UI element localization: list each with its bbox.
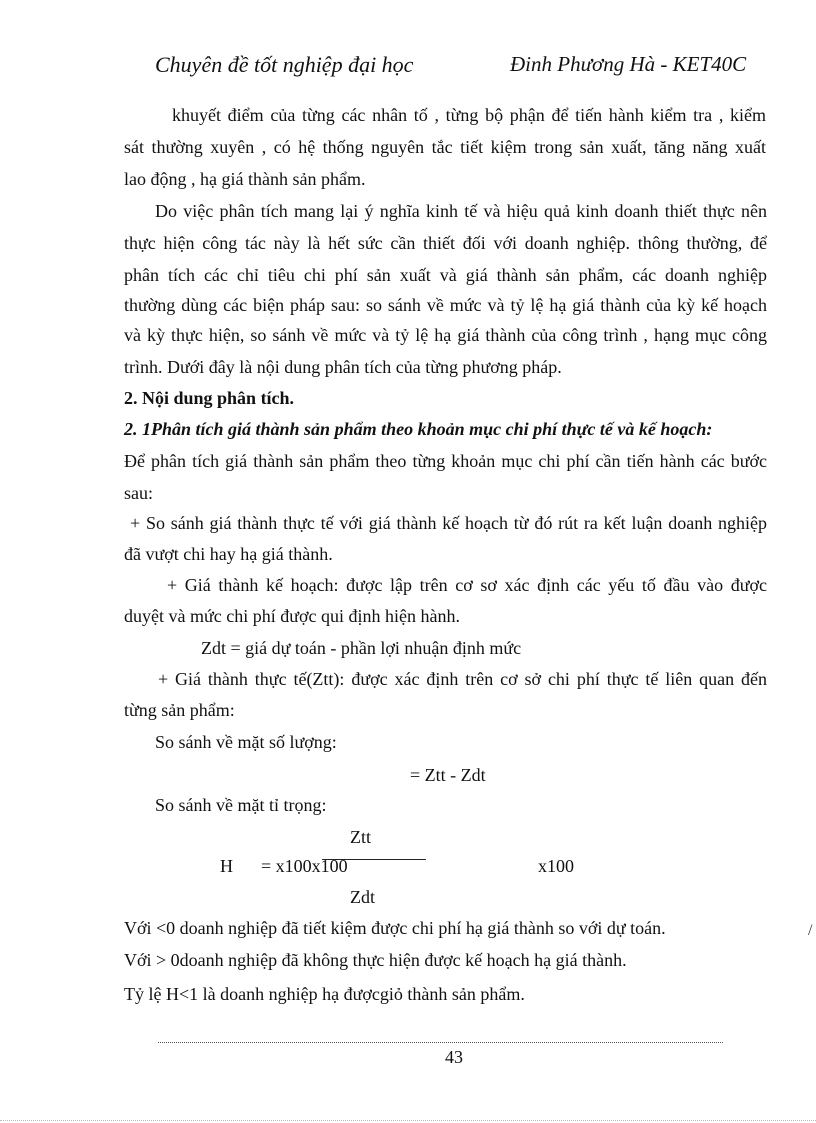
result-line: Tỷ lệ H<1 là doanh nghiệp hạ đượcgiỏ thành sản phẩm. [124,984,525,1004]
margin-mark: / [808,922,813,939]
paragraph-line: phân tích các chỉ tiêu chi phí sản xuất và giá thành sản phẩm, các doanh nghiệp [124,265,767,285]
formula-zdt: Zdt = giá dự toán - phần lợi nhuận định mức [201,638,522,658]
fraction-denominator: Zdt [350,887,375,907]
paragraph-line: sau: [124,483,153,503]
paragraph-line: thường dùng các biện pháp sau: so sánh về mức và tỷ lệ hạ giá thành của kỳ kế hoạch [124,295,767,315]
difference-equation: = Ztt - Zdt [410,765,486,785]
paragraph-line: trình. Dưới đây là nội dung phân tích của từng phương pháp. [124,357,562,377]
comparison-ratio-label: So sánh về mặt tỉ trọng: [155,795,327,815]
page-header-left: Chuyên đề tốt nghiệp đại học [155,52,414,77]
page-number: 43 [445,1047,463,1067]
paragraph-line: Do việc phân tích mang lại ý nghĩa kinh tế và hiệu quả kinh doanh thiết thực nên [155,201,767,221]
paragraph-line: lao động , hạ giá thành sản phẩm. [124,169,366,189]
fraction-multiplier: x100 [538,856,574,876]
comparison-quantity-label: So sánh về mặt số lượng: [155,732,337,752]
paragraph-line: + Giá thành thực tế(Ztt): được xác định trên cơ sở chi phí thực tế liên quan đến [158,669,767,689]
fraction-h-label: H [220,856,233,876]
result-line: Với <0 doanh nghiệp đã tiết kiệm được chi phí hạ giá thành so với dự toán. [124,918,666,938]
bottom-rule [0,1120,816,1121]
fraction-bar [322,859,426,860]
paragraph-line: đã vượt chi hay hạ giá thành. [124,544,333,564]
paragraph-line: khuyết điểm của từng các nhân tố , từng bộ phận để tiến hành kiểm tra , kiểm [172,105,766,125]
section-heading: 2. Nội dung phân tích. [124,388,295,408]
paragraph-line: Để phân tích giá thành sản phẩm theo từng khoản mục chi phí cần tiến hành các bước [124,451,767,471]
paragraph-line: thực hiện công tác này là hết sức cần thiết đối với doanh nghiệp. thông thường, để [124,233,767,253]
paragraph-line: từng sản phẩm: [124,700,235,720]
paragraph-line: sát thường xuyên , có hệ thống nguyên tắc tiết kiệm trong sản xuất, tăng năng xuất [124,137,766,157]
paragraph-line: + So sánh giá thành thực tế với giá thành kế hoạch từ đó rút ra kết luận doanh nghiệp [130,513,767,533]
page-header-right: Đinh Phương Hà - KET40C [510,52,747,76]
paragraph-line: và kỳ thực hiện, so sánh về mức và tỷ lệ hạ giá thành của công trình , hạng mục công [124,325,767,345]
fraction-numerator: Ztt [350,827,371,847]
paragraph-line: duyệt và mức chi phí được qui định hiện hành. [124,606,460,626]
subsection-heading: 2. 1Phân tích giá thành sản phẩm theo khoản mục chi phí thực tế và kế hoạch: [124,419,713,439]
paragraph-line: + Giá thành kế hoạch: được lập trên cơ sơ xác định các yếu tố đầu vào được [167,575,767,595]
fraction-equals: = x100x100 [261,856,348,876]
result-line: Với > 0doanh nghiệp đã không thực hiện được kế hoạch hạ giá thành. [124,950,627,970]
footer-rule [158,1042,723,1043]
